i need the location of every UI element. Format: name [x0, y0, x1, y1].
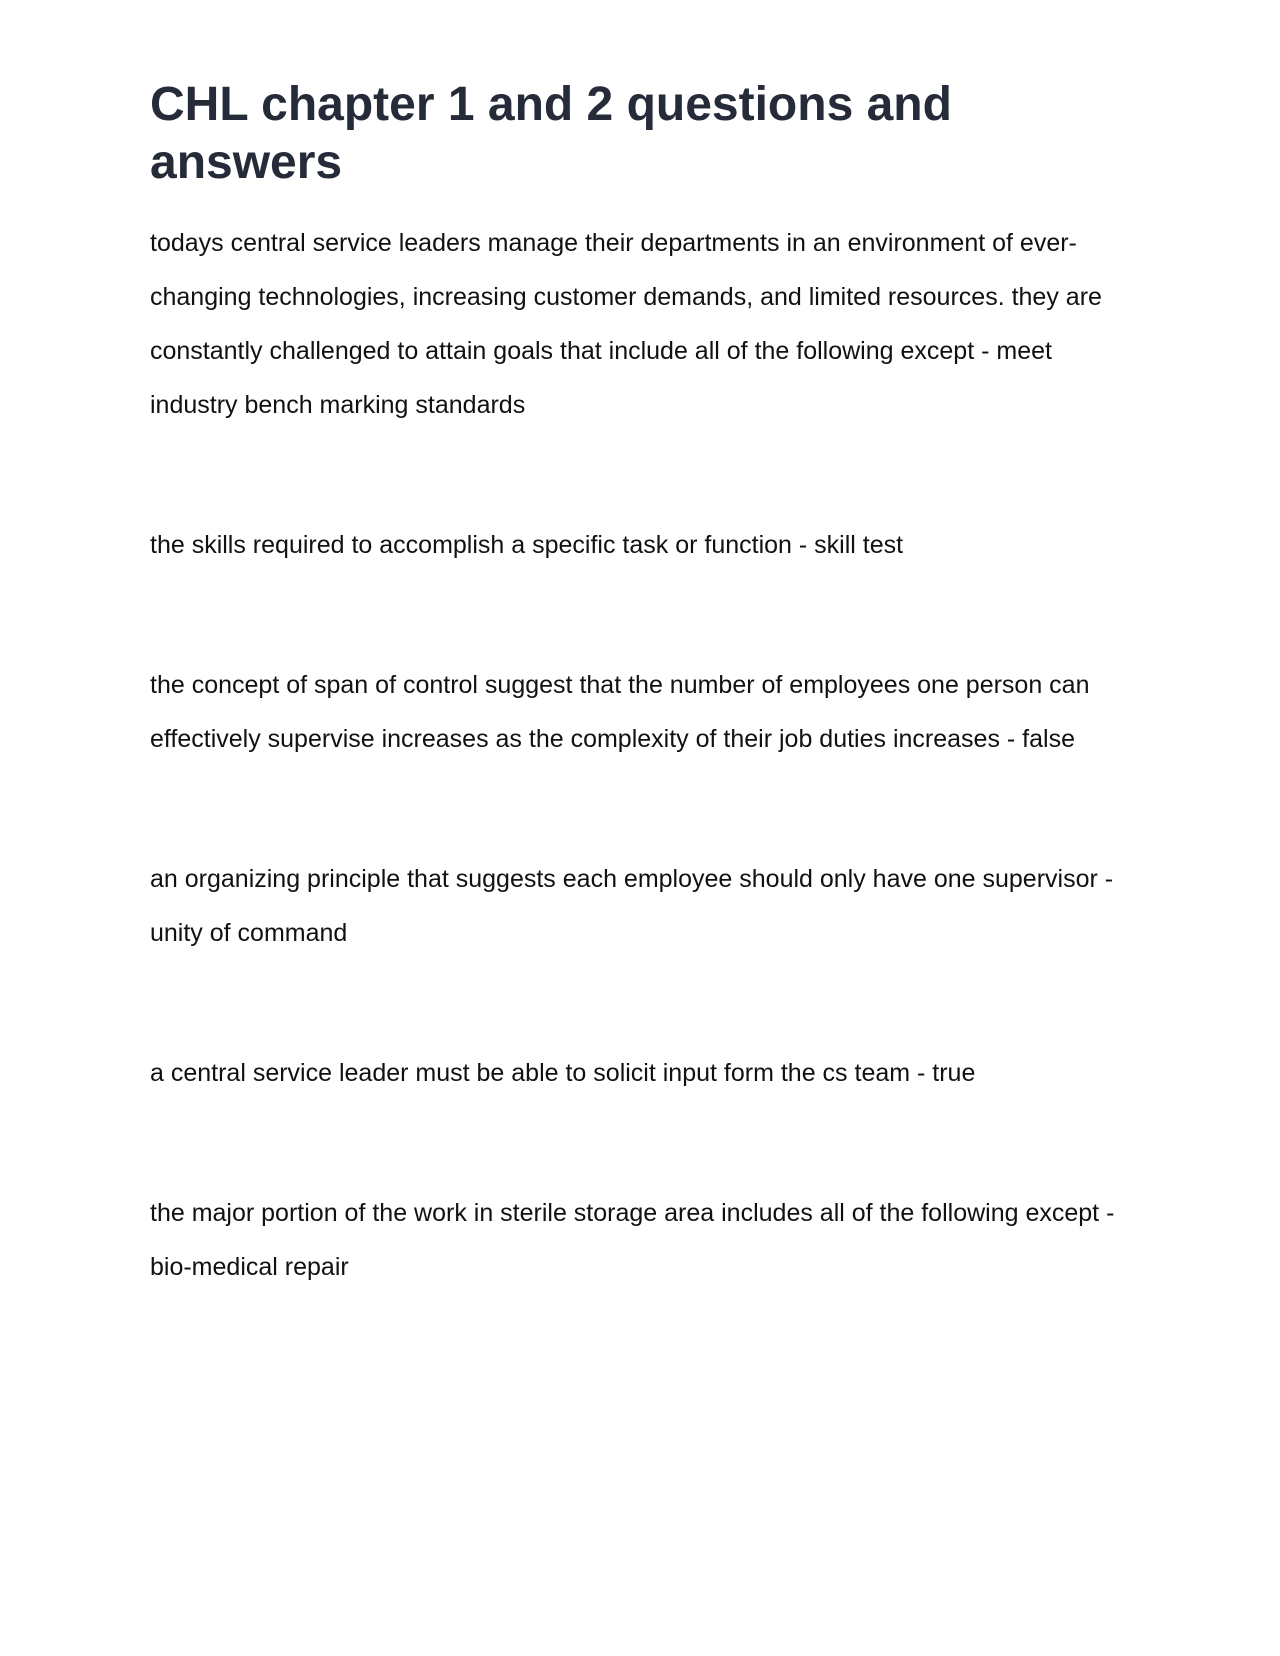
document-page [150, 76, 1130, 1380]
qa-list [150, 216, 1130, 1294]
qa-item: an organizing principle that suggests each employee should only have one supervisor - unity of command [150, 865, 1114, 947]
qa-item: todays central service leaders manage their departments in an environment of ever-changing technologies, increasing customer demands, and limited resources. they are constantly challenged to attain goals that include all of the following except - meet industry bench marking standards [150, 229, 1102, 419]
qa-item: a central service leader must be able to solicit input form the cs team - true [150, 1059, 976, 1087]
qa-item: the major portion of the work in sterile storage area includes all of the following except - bio-medical repair [150, 1199, 1115, 1281]
qa-item: the skills required to accomplish a specific task or function - skill test [150, 531, 904, 559]
page-title: CHL chapter 1 and 2 questions and answers [150, 78, 952, 189]
qa-item: the concept of span of control suggest that the number of employees one person can effectively supervise increases as the complexity of their job duties increases - false [150, 671, 1090, 753]
